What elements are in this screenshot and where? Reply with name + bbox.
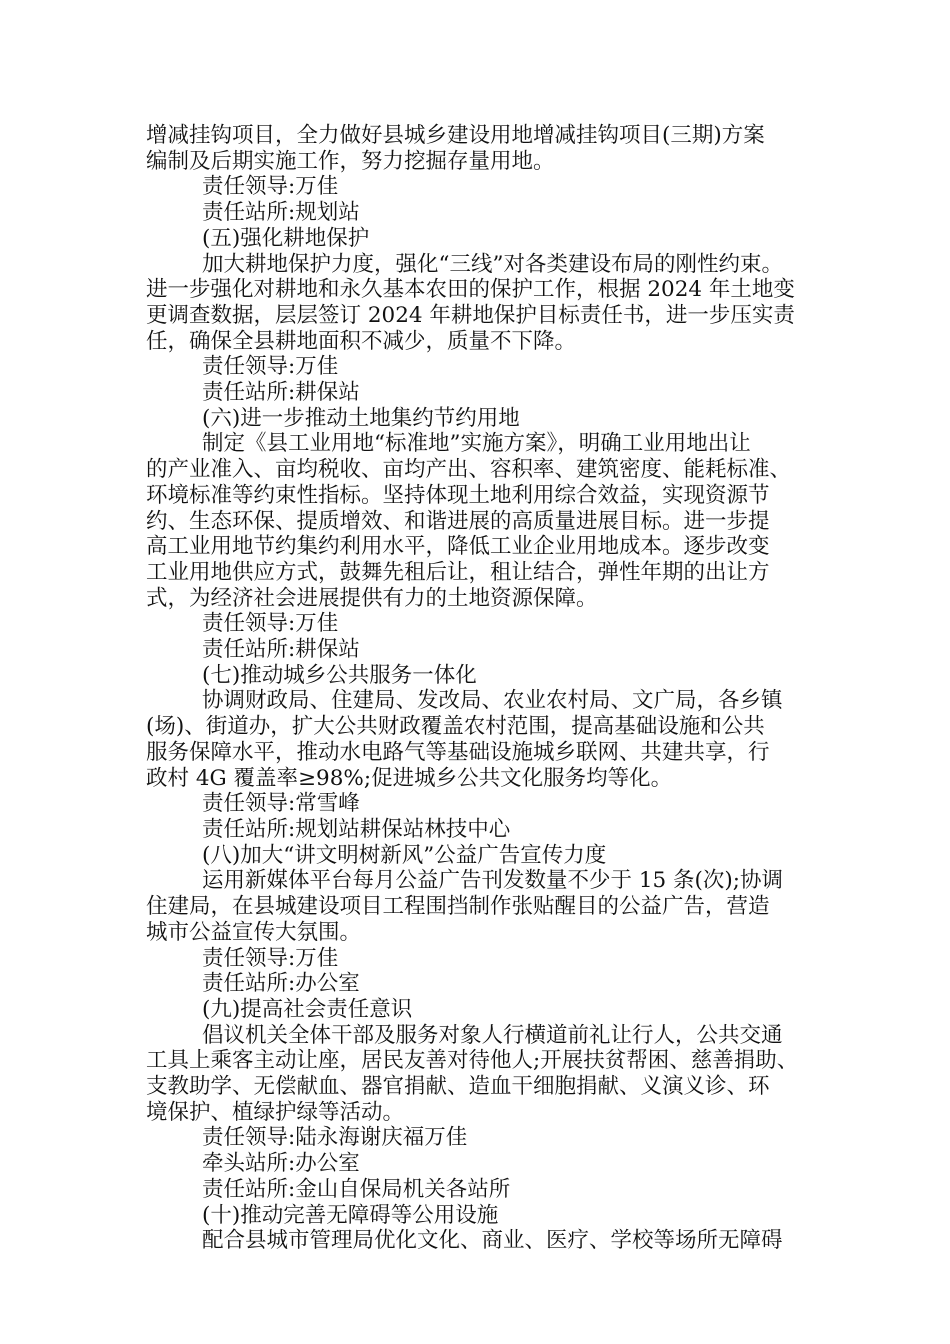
text-line: 境保护、植绿护绿等活动。 <box>146 1099 405 1125</box>
section-heading: (五)强化耕地保护 <box>202 225 370 251</box>
text-line: 运用新媒体平台每月公益广告刊发数量不少于 15 条(次);协调 <box>202 868 784 894</box>
text-line: 责任站所:规划站 <box>202 200 360 226</box>
text-line: 责任领导:万佳 <box>202 945 339 971</box>
section-heading: (九)提高社会责任意识 <box>202 996 413 1022</box>
text-line: 的产业准入、亩均税收、亩均产出、容积率、建筑密度、能耗标准、 <box>146 457 792 483</box>
text-line: 更调查数据，层层签订 2024 年耕地保护目标责任书，进一步压实责 <box>146 302 795 328</box>
text-line: 高工业用地节约集约利用水平，降低工业企业用地成本。逐步改变 <box>146 534 770 560</box>
text-line: 责任站所:耕保站 <box>202 637 360 663</box>
text-line: 责任站所:办公室 <box>202 971 360 997</box>
section-heading: (七)推动城乡公共服务一体化 <box>202 662 477 688</box>
text-line: 式，为经济社会进展提供有力的土地资源保障。 <box>146 585 598 611</box>
text-line: 编制及后期实施工作，努力挖掘存量用地。 <box>146 148 555 174</box>
text-line: 服务保障水平，推动水电路气等基础设施城乡联网、共建共享，行 <box>146 739 770 765</box>
text-line: 支教助学、无偿献血、器官捐献、造血干细胞捐献、义演义诊、环 <box>146 1074 770 1100</box>
text-line: 工具上乘客主动让座，居民友善对待他人;开展扶贫帮困、慈善捐助、 <box>146 1048 799 1074</box>
text-line: 住建局，在县城建设项目工程围挡制作张贴醒目的公益广告，营造 <box>146 894 770 920</box>
section-heading: (六)进一步推动土地集约节约用地 <box>202 405 520 431</box>
text-line: 配合县城市管理局优化文化、商业、医疗、学校等场所无障碍 <box>202 1228 783 1254</box>
text-line: 增减挂钩项目，全力做好县城乡建设用地增减挂钩项目(三期)方案 <box>146 123 765 148</box>
text-line: 责任站所:金山自保局机关各站所 <box>202 1176 511 1202</box>
text-line: 进一步强化对耕地和永久基本农田的保护工作，根据 2024 年土地变 <box>146 277 795 303</box>
text-line: 责任领导:常雪峰 <box>202 791 360 817</box>
document-body <box>146 123 826 1254</box>
text-line: 责任领导:万佳 <box>202 174 339 200</box>
text-line: 约、生态环保、提质增效、和谐进展的高质量进展目标。进一步提 <box>146 508 770 534</box>
text-line: 政村 4G 覆盖率≥98%;促进城乡公共文化服务均等化。 <box>146 765 673 791</box>
section-heading: (十)推动完善无障碍等公用设施 <box>202 1202 499 1228</box>
text-line: 责任领导:万佳 <box>202 354 339 380</box>
section-heading: (八)加大“讲文明树新风”公益广告宣传力度 <box>202 842 607 868</box>
text-line: 责任领导:万佳 <box>202 611 339 637</box>
text-line: 工业用地供应方式，鼓舞先租后让，租让结合，弹性年期的出让方 <box>146 559 770 585</box>
text-line: 环境标准等约束性指标。坚持体现土地利用综合效益，实现资源节 <box>146 482 770 508</box>
text-line: 责任领导:陆永海谢庆福万佳 <box>202 1125 468 1151</box>
text-line: 加大耕地保护力度，强化“三线”对各类建设布局的刚性约束。 <box>202 251 783 277</box>
text-line: 协调财政局、住建局、发改局、农业农村局、文广局，各乡镇 <box>202 688 783 714</box>
text-line: 城市公益宣传大氛围。 <box>146 919 362 945</box>
text-line: 责任站所:规划站耕保站林技中心 <box>202 816 511 842</box>
text-line: 任，确保全县耕地面积不减少，质量不下降。 <box>146 328 577 354</box>
text-line: (场)、街道办，扩大公共财政覆盖农村范围，提高基础设施和公共 <box>146 714 765 740</box>
text-line: 牵头站所:办公室 <box>202 1151 360 1177</box>
text-line: 倡议机关全体干部及服务对象人行横道前礼让行人，公共交通 <box>202 1022 783 1048</box>
text-line: 责任站所:耕保站 <box>202 380 360 406</box>
text-line: 制定《县工业用地“标准地”实施方案》，明确工业用地出让 <box>202 431 751 457</box>
